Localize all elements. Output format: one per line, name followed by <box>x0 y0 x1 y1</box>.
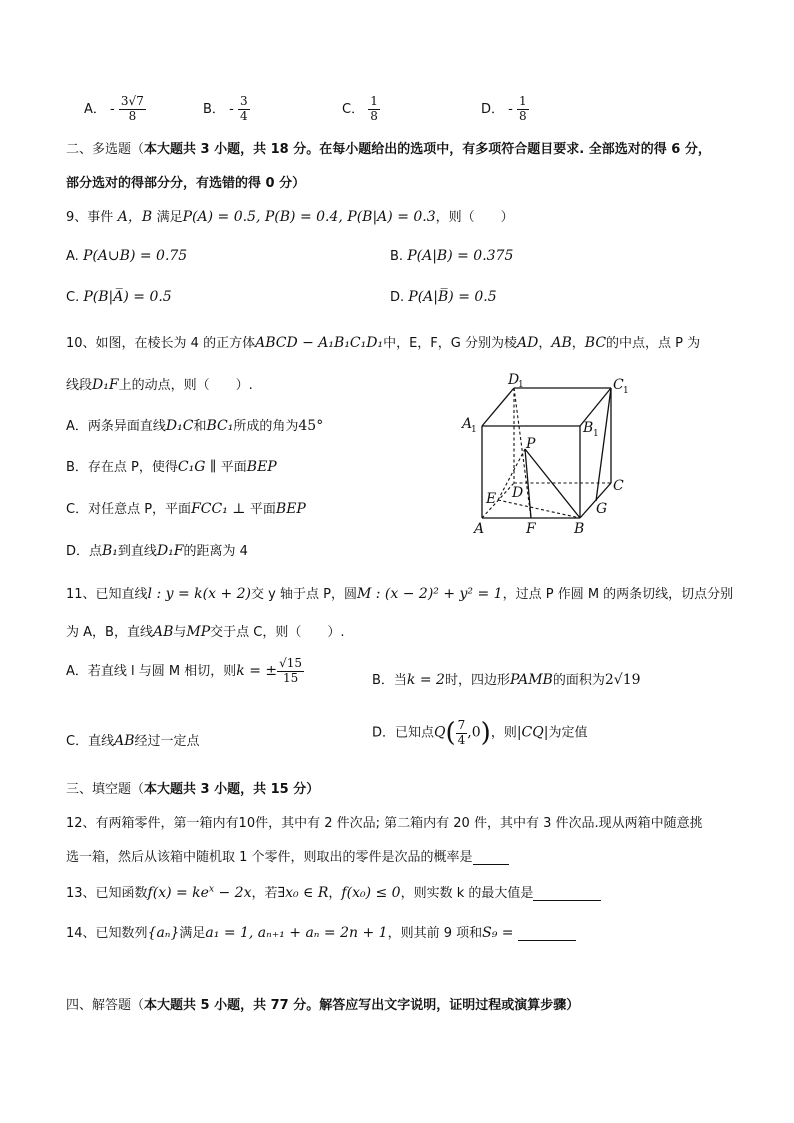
fraction <box>456 719 468 748</box>
q11-option-d <box>372 718 587 748</box>
text: ，则实数 k 的最大值是 <box>400 886 534 901</box>
math: D₁F <box>92 377 119 393</box>
math: P(A|B) = 0.375 <box>407 248 514 264</box>
option-label: A． <box>84 101 106 117</box>
option-fraction <box>517 95 529 124</box>
option-sign: - <box>110 100 115 117</box>
math: P(B|A̅) = 0.5 <box>83 289 172 305</box>
text: 的距离为 4 <box>183 544 248 559</box>
text: D．已知点 <box>372 725 435 741</box>
label-d1: D <box>508 373 520 388</box>
option-label: C． <box>342 101 365 117</box>
q9-option-a <box>66 248 187 264</box>
text: 的中点，点 P 为 <box>606 336 701 351</box>
text: 平面 <box>249 502 276 517</box>
option-fraction <box>119 95 146 124</box>
option-sign: - <box>229 100 234 117</box>
text: ， <box>571 336 585 351</box>
q11-option-a <box>66 657 304 686</box>
math: f(x) = ke <box>147 885 209 901</box>
fraction-den: 15 <box>282 670 299 685</box>
section4-header <box>66 994 579 1013</box>
text: 线段 <box>66 378 93 393</box>
label-b: B <box>574 521 585 537</box>
fraction-den: 4 <box>239 108 248 123</box>
math: MP <box>186 624 211 640</box>
segment-c1g <box>596 388 611 501</box>
q8-option-b <box>203 95 250 124</box>
fraction-num: √15 <box>279 656 303 670</box>
math: ABCD − A₁B₁C₁D₁ <box>255 335 384 351</box>
text: 与 <box>173 625 187 640</box>
q8-option-c <box>342 95 380 124</box>
option-fraction <box>238 95 250 124</box>
text: 所成的角为 <box>233 419 299 434</box>
option-label: B． <box>203 101 225 117</box>
option-label: A. <box>66 249 79 264</box>
label-a1-sub: 1 <box>471 425 477 435</box>
text: 为 A，B，直线 <box>66 625 153 640</box>
text: 交 y 轴于点 P，圆 <box>251 587 357 602</box>
text: 满足 <box>156 210 183 225</box>
math: f(x₀) ≤ 0 <box>341 885 401 901</box>
label-b1-sub: 1 <box>593 429 599 439</box>
q10-option-b <box>66 456 277 475</box>
math: AD <box>517 335 539 351</box>
option-label: B. <box>390 249 404 264</box>
math: P(A) = 0.5, P(B) = 0.4, P(B|A) = 0.3 <box>182 209 436 225</box>
math: ∃x₀ ∈ R <box>277 885 329 901</box>
label-c: C <box>613 478 624 494</box>
math: FCC₁ ⊥ <box>191 501 250 517</box>
text: ，若 <box>251 886 278 901</box>
q9-stem <box>66 206 514 226</box>
q9-option-c <box>66 289 172 305</box>
math: ,0 <box>467 724 481 741</box>
text: 交于点 C，则（ ）. <box>210 625 345 640</box>
q10-stem-line2 <box>66 374 253 393</box>
math: BC <box>584 335 607 351</box>
label-e: E <box>486 491 497 507</box>
math: Q <box>434 724 446 741</box>
label-d1-sub: 1 <box>518 380 524 390</box>
q11-stem-line1 <box>66 583 733 602</box>
text: C．对任意点 P，平面 <box>66 502 192 517</box>
section2-header <box>66 138 711 157</box>
section-desc: 本大题共 3 小题，共 18 分。在每小题给出的选项中，有多项符合题目要求. 全部选对的得 6 分， <box>144 142 711 157</box>
text: ， <box>538 336 552 351</box>
fraction-den: 8 <box>128 108 137 123</box>
q11-option-b <box>372 669 641 688</box>
text: A．两条异面直线 <box>66 419 166 434</box>
option-label: D. <box>390 290 405 305</box>
math: k = ± <box>236 662 278 679</box>
label-p: P <box>526 436 536 452</box>
text: 10、如图，在棱长为 4 的正方体 <box>66 336 256 351</box>
label-b1: B <box>583 420 594 436</box>
math: P(A∪B) = 0.75 <box>82 248 188 264</box>
q10-option-c <box>66 498 306 517</box>
text: 13、已知函数 <box>66 886 148 901</box>
label-c1: C <box>613 377 624 393</box>
q10-option-a <box>66 415 323 434</box>
q13 <box>66 882 601 901</box>
math-sup: x <box>208 884 215 895</box>
math: l : y = k(x + 2) <box>147 586 252 602</box>
q10-option-d <box>66 540 248 559</box>
label-g: G <box>596 501 608 517</box>
section-title: 四、解答题（ <box>66 998 145 1013</box>
section-title: 二、多选题（ <box>66 142 145 157</box>
text: 选一箱，然后从该箱中随机取 1 个零件，则取出的零件是次品的概率是 <box>66 850 473 865</box>
fraction-den: 8 <box>519 108 527 123</box>
text: D．点 <box>66 544 103 559</box>
math: |CQ| <box>516 724 549 741</box>
text: 11、已知直线 <box>66 587 148 602</box>
math: D₁C <box>165 418 194 434</box>
label-d: D <box>512 485 524 501</box>
math: M : (x − 2)² + y² = 1 <box>356 586 503 602</box>
text: 平面 <box>220 460 247 475</box>
text: ， <box>328 886 342 901</box>
paren-left: ( <box>445 718 456 748</box>
text: 时，四边形 <box>444 673 510 688</box>
option-fraction <box>368 95 380 124</box>
option-sign: - <box>508 100 513 117</box>
text: 满足 <box>179 926 206 941</box>
text: 和 <box>193 419 207 434</box>
q8-option-a <box>84 95 146 124</box>
q9-option-d <box>390 289 497 305</box>
q8-option-d <box>481 95 529 124</box>
label-c1-sub: 1 <box>623 386 629 396</box>
answer-blank[interactable] <box>518 928 576 941</box>
fraction-den: 4 <box>457 732 466 747</box>
label-a: A <box>474 521 485 537</box>
paren-right: ) <box>480 718 491 748</box>
text: ，过点 P 作圆 M 的两条切线，切点分别 <box>502 587 734 602</box>
text: ，则 <box>490 725 517 741</box>
option-label: C. <box>66 290 80 305</box>
math: BEP <box>275 501 306 517</box>
label-f: F <box>526 521 536 537</box>
math: AB <box>114 733 135 749</box>
text: 中，E，F，G 分别为棱 <box>383 336 517 351</box>
cube-figure <box>456 373 636 539</box>
math: AB <box>152 624 174 640</box>
q11-stem-line2 <box>66 621 344 640</box>
fraction-num: 1 <box>519 94 527 108</box>
math: AB <box>551 335 572 351</box>
q12-line2 <box>66 846 509 865</box>
fraction-num: 1 <box>370 94 378 108</box>
text: 经过一定点 <box>134 734 200 749</box>
text: 14、已知数列 <box>66 926 148 941</box>
text: B．当 <box>372 673 407 688</box>
text: ，则其前 9 项和 <box>387 926 483 941</box>
section-desc: 本大题共 5 小题，共 77 分。解答应写出文字说明，证明过程或演算步骤） <box>144 998 580 1013</box>
math: P(A|B̅) = 0.5 <box>408 289 497 305</box>
math: BEP <box>246 459 277 475</box>
math: C₁G ∥ <box>177 459 221 475</box>
fraction-num: 7 <box>457 717 466 732</box>
option-label: D． <box>481 101 505 117</box>
math: S₉ = <box>482 925 518 941</box>
math: 45° <box>298 418 324 434</box>
text: A．若直线 l 与圆 M 相切，则 <box>66 663 237 679</box>
math: k = 2 <box>406 672 445 688</box>
text: 为定值 <box>548 725 588 741</box>
text: C．直线 <box>66 734 115 749</box>
math: 2√19 <box>604 672 641 688</box>
section3-header <box>66 778 319 797</box>
math: {aₙ} <box>147 925 180 941</box>
text: 上的动点，则（ ）. <box>118 378 253 393</box>
text: 的面积为 <box>552 673 605 688</box>
answer-blank[interactable] <box>533 888 601 901</box>
text: ，则（ ） <box>435 210 514 225</box>
section-title: 三、填空题（ <box>66 782 145 797</box>
text: B．存在点 P，使得 <box>66 460 178 475</box>
text: 9、事件 <box>66 210 114 225</box>
math: D₁F <box>156 543 184 559</box>
label-a1: A <box>462 416 473 432</box>
math: PAMB <box>509 672 553 688</box>
q14 <box>66 922 576 941</box>
text: 到直线 <box>117 544 157 559</box>
fraction-num: 3√7 <box>120 94 144 108</box>
math: − 2x <box>214 885 252 901</box>
math: B₁ <box>102 543 118 559</box>
math: a₁ = 1, aₙ₊₁ + aₙ = 2n + 1 <box>205 925 388 941</box>
fraction-den: 8 <box>370 108 378 123</box>
math: BC₁ <box>206 418 234 434</box>
q11-option-c <box>66 730 200 749</box>
edge-a1d1 <box>482 388 514 426</box>
fraction-num: 3 <box>239 94 248 108</box>
math: A，B <box>113 209 157 225</box>
fraction <box>277 657 304 686</box>
q12-line1: 12、有两箱零件，第一箱内有10件，其中有 2 件次品; 第二箱内有 20 件，其中有 3 件次品.现从两箱中随意挑 <box>66 816 703 831</box>
q10-stem-line1 <box>66 332 700 351</box>
section-desc: 本大题共 3 小题，共 15 分） <box>144 782 320 797</box>
section2-desc-line2: 部分选对的得部分分，有选错的得 0 分） <box>66 176 306 191</box>
answer-blank[interactable] <box>473 852 509 865</box>
q9-option-b <box>390 248 513 264</box>
